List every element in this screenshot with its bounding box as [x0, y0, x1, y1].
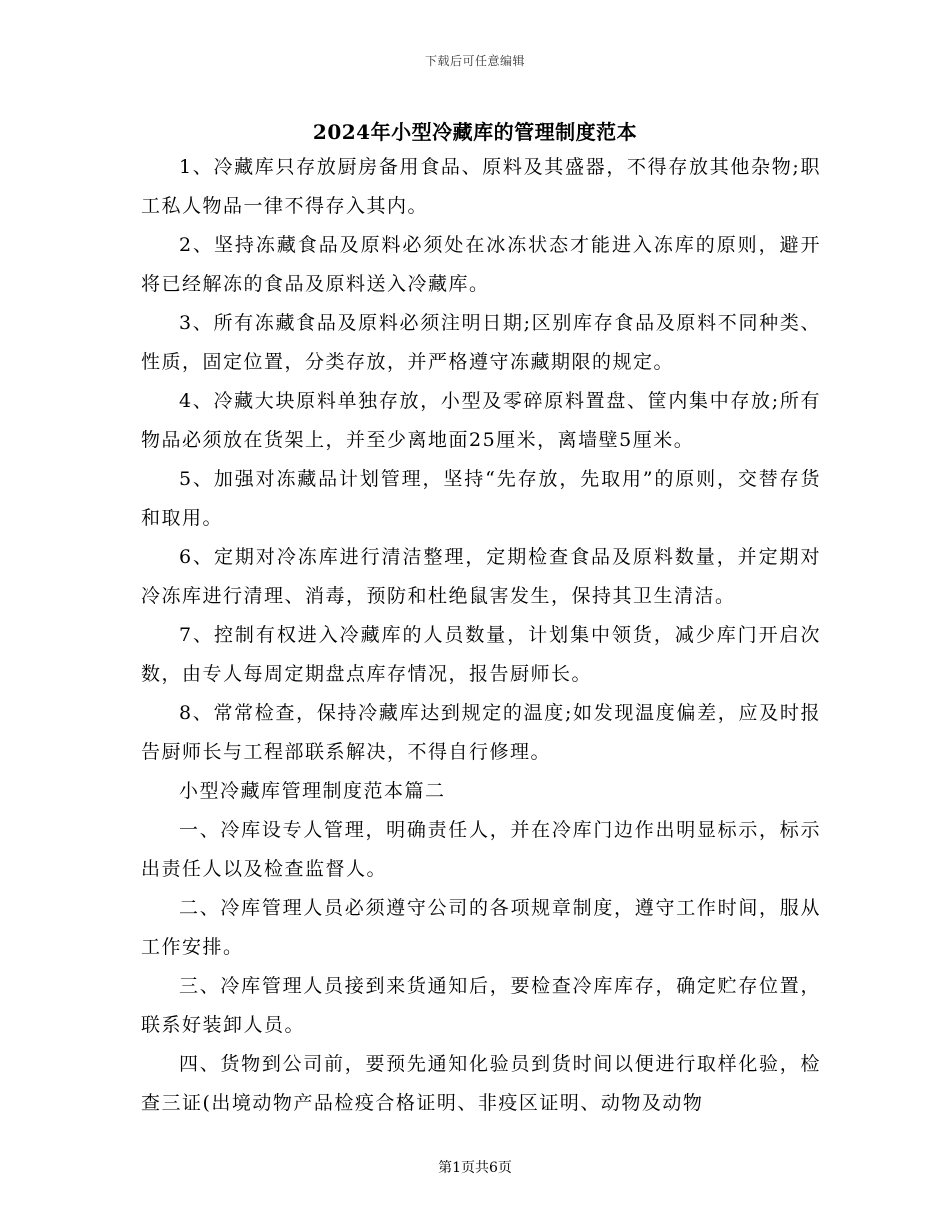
document-body — [141, 148, 821, 1123]
paragraph-6: 6、定期对冷冻库进行清洁整理，定期检查食品及原料数量，并定期对冷冻库进行清理、消毒，预防和杜绝鼠害发生，保持其卫生清洁。 — [141, 546, 821, 607]
document-title: 2024年小型冷藏库的管理制度范本 — [312, 120, 638, 144]
paragraph-8: 8、常常检查，保持冷藏库达到规定的温度;如发现温度偏差，应及时报告厨师长与工程部联系解决，不得自行修理。 — [141, 702, 821, 763]
paragraph-7: 7、控制有权进入冷藏库的人员数量，计划集中领货，减少库门开启次数，由专人每周定期盘点库存情况，报告厨师长。 — [141, 624, 821, 685]
header-note: 下载后可任意编辑 — [424, 54, 525, 68]
paragraph-3: 3、所有冻藏食品及原料必须注明日期;区别库存食品及原料不同种类、性质，固定位置，分类存放，并严格遵守冻藏期限的规定。 — [141, 312, 821, 373]
paragraph-part-two-2: 二、冷库管理人员必须遵守公司的各项规章制度，遵守工作时间，服从工作安排。 — [141, 897, 821, 958]
paragraph-part-two-1: 一、冷库设专人管理，明确责任人，并在冷库门边作出明显标示，标示出责任人以及检查监督人。 — [141, 819, 821, 880]
paragraph-4: 4、冷藏大块原料单独存放，小型及零碎原料置盘、筐内集中存放;所有物品必须放在货架上，并至少离地面25厘米，离墙壁5厘米。 — [141, 390, 821, 451]
paragraph-1: 1、冷藏库只存放厨房备用食品、原料及其盛器，不得存放其他杂物;职工私人物品一律不得存入其内。 — [141, 156, 821, 217]
paragraph-part-two-3: 三、冷库管理人员接到来货通知后，要检查冷库库存，确定贮存位置，联系好装卸人员。 — [141, 975, 821, 1036]
section-heading-part-two: 小型冷藏库管理制度范本篇二 — [179, 780, 446, 802]
paragraph-part-two-4: 四、货物到公司前，要预先通知化验员到货时间以便进行取样化验，检查三证(出境动物产品检疫合格证明、非疫区证明、动物及动物 — [141, 1053, 821, 1114]
paragraph-5: 5、加强对冻藏品计划管理，坚持“先存放，先取用”的原则，交替存货和取用。 — [141, 468, 821, 529]
paragraph-2: 2、坚持冻藏食品及原料必须处在冰冻状态才能进入冻库的原则，避开将已经解冻的食品及原料送入冷藏库。 — [141, 234, 821, 295]
page-number: 第1页共6页 — [438, 1160, 512, 1176]
